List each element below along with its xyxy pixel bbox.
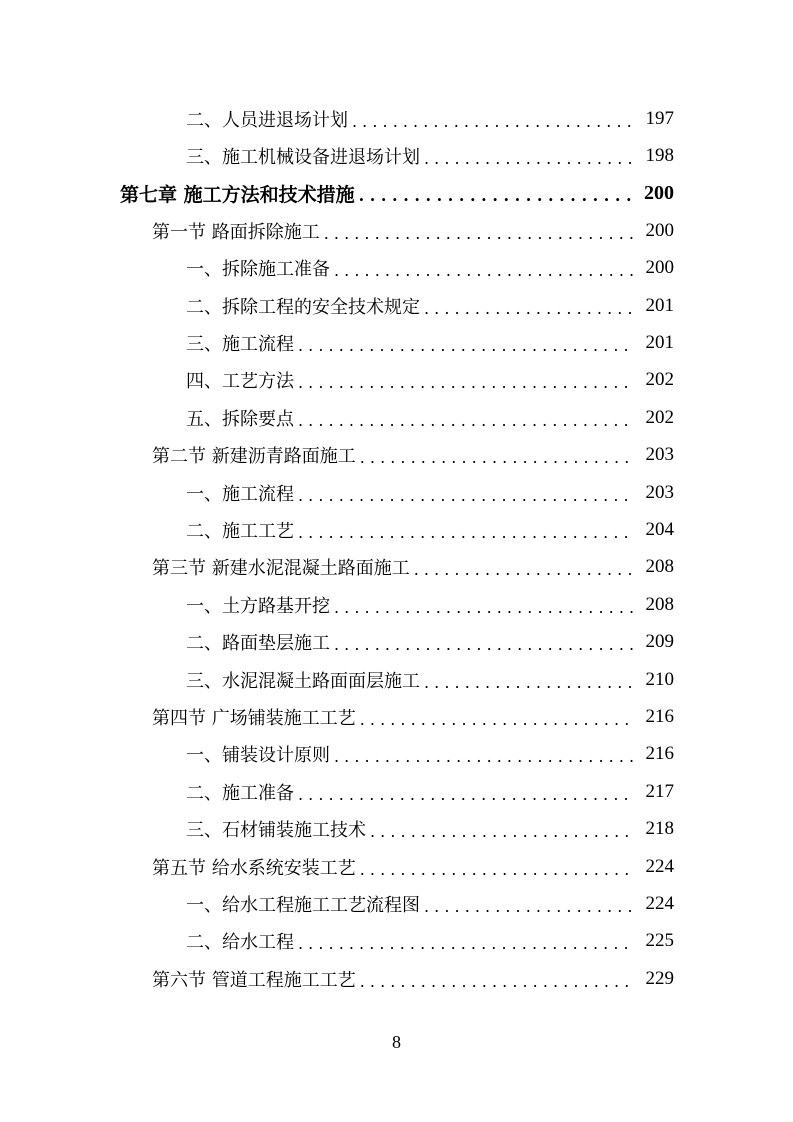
toc-dot-leader [414,556,634,578]
toc-entry-page-number: 200 [644,181,674,204]
toc-entry-page-number: 225 [645,930,674,952]
toc-dot-leader [360,444,634,466]
toc-entry-page-number: 201 [645,332,674,354]
toc-entry-title: 第三节 新建水泥混凝土路面施工 [152,558,410,580]
toc-entry-page-number: 229 [645,967,674,989]
toc-entry-item[interactable] [0,810,793,847]
toc-entry-page-number: 202 [645,369,674,391]
toc-dot-leader [298,407,634,429]
toc-dot-leader [334,594,634,616]
toc-entry-title: 五、拆除要点 [186,408,294,430]
table-of-contents [0,100,793,997]
toc-dot-leader [324,220,634,242]
toc-dot-leader [298,482,634,504]
toc-entry-section[interactable] [0,549,793,586]
toc-dot-leader [360,856,634,878]
toc-dot-leader [360,968,634,990]
toc-entry-title: 第一节 路面拆除施工 [152,221,320,243]
toc-entry-page-number: 218 [645,818,674,840]
toc-entry-page-number: 204 [645,518,674,540]
toc-dot-leader [370,818,634,840]
toc-entry-title: 一、施工流程 [186,483,294,505]
toc-entry-item[interactable] [0,511,793,548]
toc-entry-title: 二、给水工程 [186,932,294,954]
toc-dot-leader [424,145,634,167]
toc-dot-leader [298,930,634,952]
toc-entry-chapter[interactable] [0,175,793,212]
toc-entry-page-number: 216 [645,743,674,765]
toc-entry-item[interactable] [0,586,793,623]
toc-entry-page-number: 216 [645,705,674,727]
toc-entry-page-number: 197 [645,107,674,129]
toc-entry-item[interactable] [0,362,793,399]
toc-entry-title: 二、人员进退场计划 [186,109,348,131]
toc-entry-title: 第五节 给水系统安装工艺 [152,857,356,879]
toc-entry-title: 二、路面垫层施工 [186,633,330,655]
toc-dot-leader [352,108,634,130]
toc-dot-leader [360,706,634,728]
toc-entry-page-number: 198 [645,145,674,167]
toc-entry-page-number: 201 [645,294,674,316]
toc-dot-leader [424,893,634,915]
toc-entry-item[interactable] [0,661,793,698]
toc-entry-item[interactable] [0,474,793,511]
toc-entry-title: 三、施工机械设备进退场计划 [186,147,420,169]
toc-entry-title: 一、铺装设计原则 [186,745,330,767]
toc-entry-section[interactable] [0,437,793,474]
toc-dot-leader [334,257,634,279]
toc-dot-leader [334,631,634,653]
toc-dot-leader [334,743,634,765]
toc-dot-leader [298,369,634,391]
toc-entry-title: 三、施工流程 [186,334,294,356]
toc-entry-item[interactable] [0,885,793,922]
toc-dot-leader [298,519,634,541]
toc-entry-title: 第六节 管道工程施工工艺 [152,969,356,991]
toc-entry-item[interactable] [0,100,793,137]
toc-entry-page-number: 208 [645,593,674,615]
toc-entry-item[interactable] [0,623,793,660]
toc-entry-page-number: 217 [645,780,674,802]
toc-entry-page-number: 224 [645,892,674,914]
toc-entry-page-number: 208 [645,556,674,578]
toc-entry-title: 二、拆除工程的安全技术规定 [186,296,420,318]
toc-entry-title: 四、工艺方法 [186,371,294,393]
toc-entry-title: 三、石材铺装施工技术 [186,820,366,842]
toc-entry-page-number: 200 [645,219,674,241]
toc-entry-title: 第二节 新建沥青路面施工 [152,446,356,468]
toc-entry-page-number: 209 [645,631,674,653]
toc-entry-title: 一、给水工程施工工艺流程图 [186,894,420,916]
toc-entry-item[interactable] [0,736,793,773]
toc-entry-title: 一、拆除施工准备 [186,259,330,281]
toc-entry-title: 二、施工工艺 [186,520,294,542]
toc-entry-page-number: 200 [645,257,674,279]
toc-entry-item[interactable] [0,250,793,287]
toc-dot-leader [298,332,634,354]
toc-entry-item[interactable] [0,399,793,436]
toc-entry-section[interactable] [0,698,793,735]
toc-entry-title: 一、土方路基开挖 [186,595,330,617]
toc-entry-page-number: 203 [645,481,674,503]
toc-entry-title: 二、施工准备 [186,782,294,804]
toc-entry-item[interactable] [0,137,793,174]
toc-entry-item[interactable] [0,773,793,810]
toc-entry-page-number: 210 [645,668,674,690]
toc-entry-title: 第四节 广场铺装施工工艺 [152,707,356,729]
toc-entry-section[interactable] [0,212,793,249]
toc-entry-item[interactable] [0,324,793,361]
toc-dot-leader [424,295,634,317]
toc-entry-title: 第七章 施工方法和技术措施 [120,183,355,206]
toc-entry-item[interactable] [0,923,793,960]
toc-entry-item[interactable] [0,287,793,324]
toc-entry-title: 三、水泥混凝土路面面层施工 [186,670,420,692]
toc-entry-page-number: 203 [645,444,674,466]
toc-entry-page-number: 224 [645,855,674,877]
toc-entry-section[interactable] [0,960,793,997]
page-number: 8 [392,1032,401,1052]
toc-entry-page-number: 202 [645,406,674,428]
toc-dot-leader [359,182,634,204]
toc-entry-section[interactable] [0,848,793,885]
toc-dot-leader [298,781,634,803]
toc-dot-leader [424,669,634,691]
